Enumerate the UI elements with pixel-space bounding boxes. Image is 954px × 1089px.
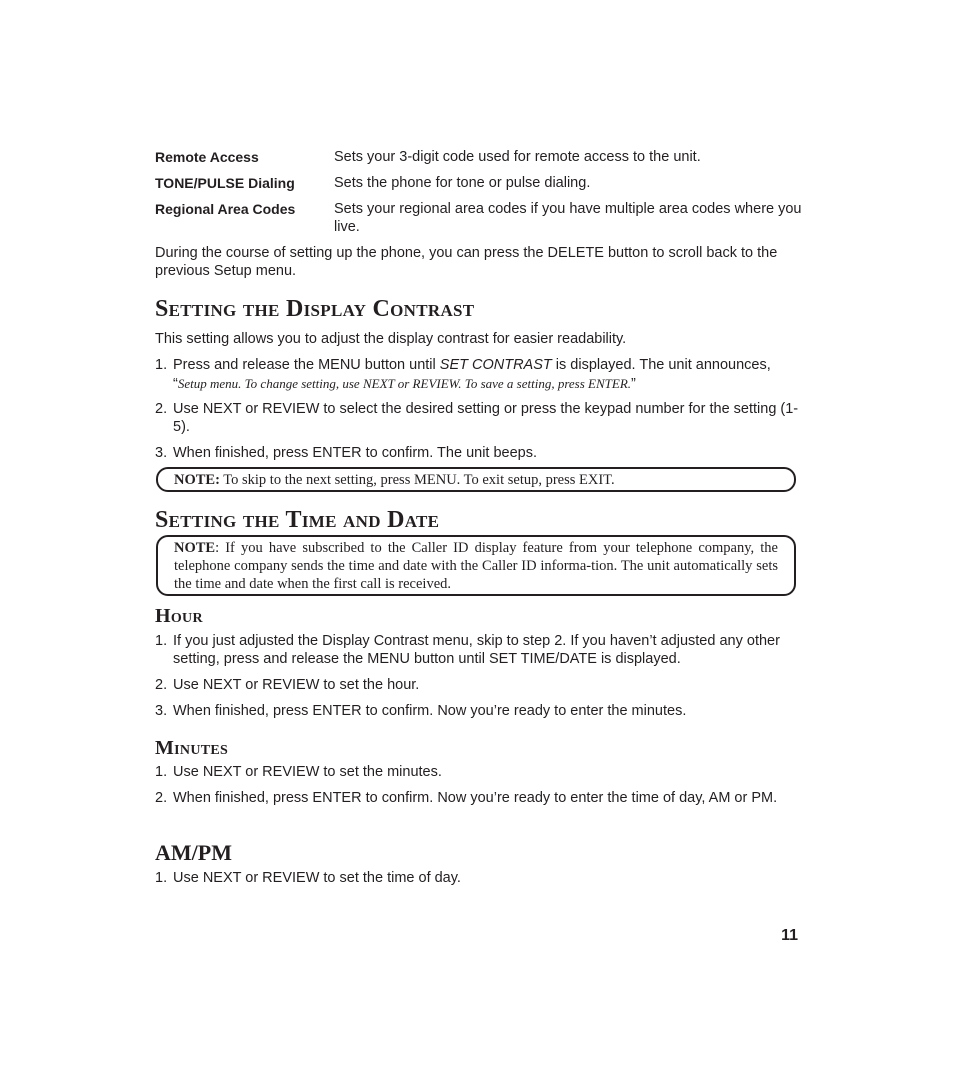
step-number: 3. [155, 445, 168, 461]
minutes-step-1 [155, 764, 805, 782]
hour-step-2 [155, 677, 805, 695]
step-text: Use NEXT or REVIEW to select the desired setting or press the keypad number for the setting (1-5). [173, 401, 799, 435]
page-number: 11 [781, 927, 798, 944]
note-label: NOTE [174, 540, 216, 556]
contrast-step-1 [155, 357, 805, 393]
step-text: When finished, press ENTER to confirm. Now you’re ready to enter the minutes. [173, 703, 687, 719]
step-number: 3. [155, 703, 168, 719]
term-regional-area-codes: Regional Area Codes [155, 201, 296, 217]
step-text: When finished, press ENTER to confirm. The unit beeps. [173, 445, 538, 461]
step-text: Use NEXT or REVIEW to set the minutes. [173, 764, 442, 780]
term-tone-pulse: TONE/PULSE Dialing [155, 175, 295, 191]
set-contrast-label: SET CONTRAST [439, 357, 552, 373]
hour-step-3 [155, 703, 805, 721]
step-number: 1. [155, 633, 168, 649]
time-date-note [156, 535, 796, 596]
step-number: 1. [155, 357, 168, 373]
step-text: Use NEXT or REVIEW to set the hour. [173, 677, 420, 693]
desc-remote-access: Sets your 3-digit code used for remote access to the unit. [334, 149, 701, 165]
heading-time-date: Setting the Time and Date [155, 507, 440, 533]
heading-hour: Hour [155, 605, 203, 627]
step-number: 2. [155, 401, 168, 417]
step-text: If you just adjusted the Display Contrast menu, skip to step 2. If you haven’t adjusted any other setting, press and release the MENU button until SET TIME/DATE is displayed. [173, 633, 780, 667]
term-remote-access: Remote Access [155, 149, 259, 165]
step-number: 2. [155, 677, 168, 693]
contrast-step-2 [155, 401, 805, 436]
hour-step-1 [155, 633, 805, 668]
heading-minutes: Minutes [155, 737, 229, 759]
step-text: Press and release the MENU button until SET CONTRAST is displayed. The unit announces, “Setup menu. To change setting, use NEXT or REVIEW. To save a setting, press ENTER.” [173, 357, 771, 392]
heading-display-contrast: Setting the Display Contrast [155, 296, 475, 322]
desc-regional-area-codes: Sets your regional area codes if you have multiple area codes where you live. [334, 201, 802, 235]
contrast-note [156, 467, 796, 492]
note-label: NOTE: [174, 472, 220, 488]
step-number: 2. [155, 790, 168, 806]
step-number: 1. [155, 764, 168, 780]
voice-prompt: Setup menu. To change setting, use NEXT or REVIEW. To save a setting, press ENTER. [177, 375, 632, 391]
note-text: To skip to the next setting, press MENU. To exit setup, press EXIT. [219, 472, 615, 488]
ampm-step-1 [155, 870, 805, 888]
desc-tone-pulse: Sets the phone for tone or pulse dialing. [334, 175, 591, 191]
step-number: 1. [155, 870, 168, 886]
contrast-step-3 [155, 445, 805, 463]
contrast-intro: This setting allows you to adjust the display contrast for easier readability. [155, 331, 627, 347]
step-text: When finished, press ENTER to confirm. Now you’re ready to enter the time of day, AM or PM. [173, 790, 778, 806]
step-text: Use NEXT or REVIEW to set the time of day. [173, 870, 461, 886]
intro-paragraph: During the course of setting up the phone, you can press the DELETE button to scroll back to the previous Setup menu. [155, 245, 778, 279]
heading-am-pm: AM/PM [155, 840, 232, 865]
note-text: : If you have subscribed to the Caller ID display feature from your telephone company, the telephone company sends the time and date with the Caller ID informa-tion. The unit automatically sets the time and date when the first call is received. [174, 540, 778, 592]
minutes-step-2 [155, 790, 805, 808]
